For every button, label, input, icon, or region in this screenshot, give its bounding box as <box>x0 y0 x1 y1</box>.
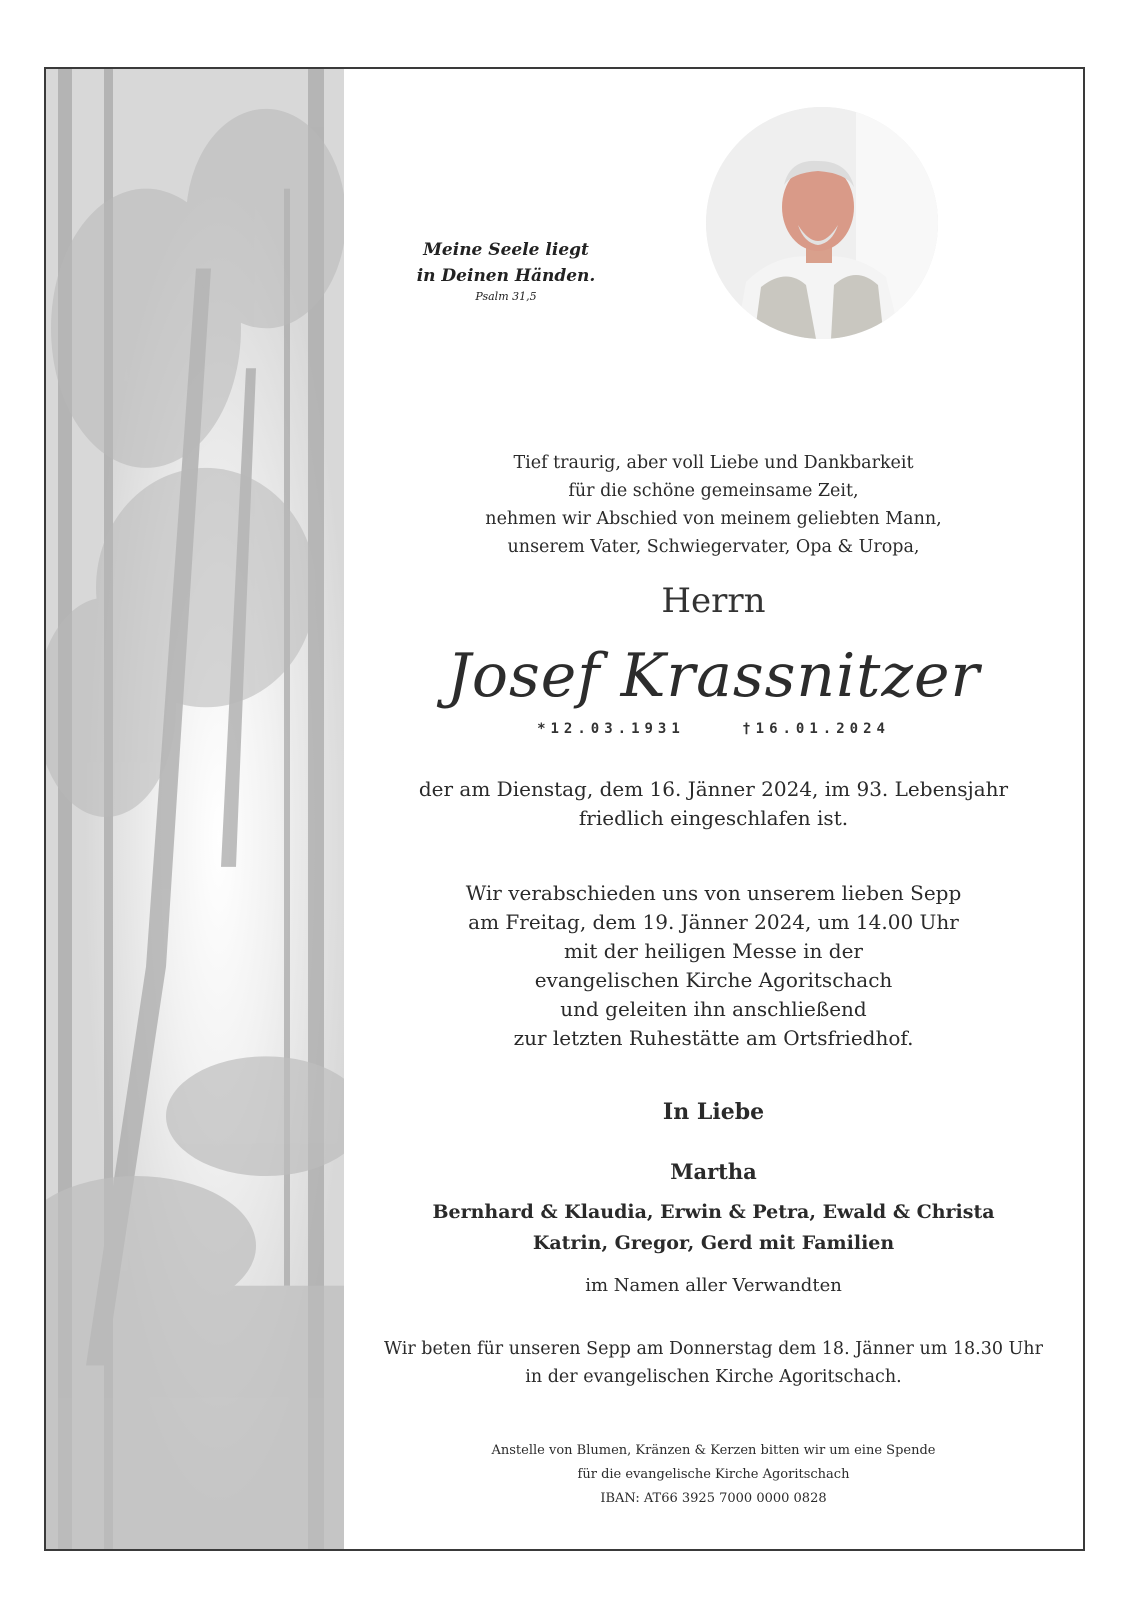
salutation: Herrn <box>661 581 766 621</box>
death-notice <box>344 775 1083 833</box>
life-dates <box>344 721 1083 737</box>
death-date: †16.01.2024 <box>742 721 890 737</box>
donation-line: für die evangelische Kirche Agoritschach <box>577 1467 850 1482</box>
quote-line-2: in Deinen Händen. <box>416 266 596 286</box>
family-line: Katrin, Gregor, Gerd mit Familien <box>532 1232 895 1254</box>
prayer-line: Wir beten für unseren Sepp am Donnerstag dem 18. Jänner um 18.30 Uhr <box>384 1339 1043 1359</box>
family-names <box>344 1197 1083 1259</box>
ceremony-line: zur letzten Ruhestätte am Ortsfriedhof. <box>513 1026 914 1050</box>
in-love-heading: In Liebe <box>662 1099 765 1125</box>
donation-notice <box>344 1439 1083 1511</box>
iban: IBAN: AT66 3925 7000 0000 0828 <box>600 1491 827 1506</box>
wife-name: Martha <box>670 1159 757 1184</box>
intro-line: nehmen wir Abschied von meinem geliebten Mann, <box>485 509 942 529</box>
ceremony-line: und geleiten ihn anschließend <box>560 997 867 1021</box>
death-notice-line: der am Dienstag, dem 16. Jänner 2024, im 93. Lebensjahr <box>418 777 1009 801</box>
relatives-line: im Namen aller Verwandten <box>585 1275 842 1296</box>
intro-line: für die schöne gemeinsame Zeit, <box>568 481 859 501</box>
ceremony-line: mit der heiligen Messe in der <box>564 939 863 963</box>
obituary-card <box>44 67 1085 1551</box>
ceremony-line: Wir verabschieden uns von unserem lieben Sepp <box>465 881 962 905</box>
psalm-quote <box>406 237 606 305</box>
ceremony-line: evangelischen Kirche Agoritschach <box>534 968 893 992</box>
prayer-notice <box>344 1335 1083 1391</box>
intro-text <box>344 449 1083 561</box>
intro-line: Tief traurig, aber voll Liebe und Dankbarkeit <box>513 453 914 473</box>
birth-date: *12.03.1931 <box>537 721 685 737</box>
ceremony-details <box>344 879 1083 1053</box>
intro-line: unserem Vater, Schwiegervater, Opa & Uropa, <box>507 537 920 557</box>
family-line: Bernhard & Klaudia, Erwin & Petra, Ewald & Christa <box>432 1201 995 1223</box>
deceased-name: Josef Krassnitzer <box>446 641 981 711</box>
quote-line-1: Meine Seele liegt <box>423 240 589 260</box>
prayer-line: in der evangelischen Kirche Agoritschach. <box>525 1367 902 1387</box>
obituary-text-area <box>344 69 1083 1549</box>
ceremony-line: am Freitag, dem 19. Jänner 2024, um 14.00 Uhr <box>468 910 959 934</box>
portrait-photo <box>706 107 938 339</box>
death-notice-line: friedlich eingeschlafen ist. <box>578 806 849 830</box>
donation-line: Anstelle von Blumen, Kränzen & Kerzen bitten wir um eine Spende <box>491 1443 936 1458</box>
forest-image <box>46 69 344 1549</box>
quote-source: Psalm 31,5 <box>475 290 537 303</box>
